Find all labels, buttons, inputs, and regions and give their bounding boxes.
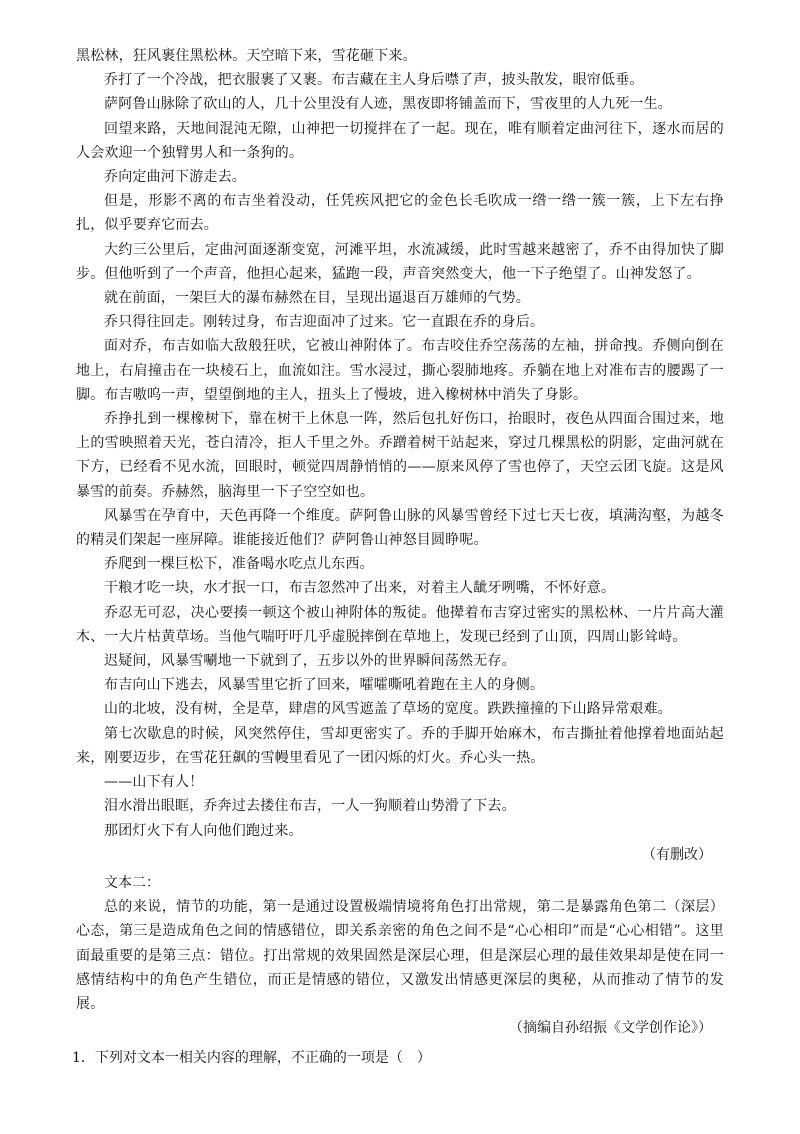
- text1-paragraph: 面对乔，布吉如临大敌般狂吠，它被山神附体了。布吉咬住乔空荡荡的左袖，拼命拽。乔侧向倒在地上，右肩撞击在一块棱石上，血流如注。雪水浸过，撕心裂肺地疼。乔躺在地上对准布吉的腰踢了一脚。布吉嗷呜一声，望望倒地的主人，扭头上了慢坡，进入橡树林中消失了身影。: [76, 338, 724, 403]
- text1-paragraph: 乔只得往回走。刚转过身，布吉迎面冲了过来。它一直跟在乔的身后。: [104, 314, 545, 331]
- text1-paragraph: 就在前面，一架巨大的瀑布赫然在目，呈现出逼退百万雄师的气势。: [104, 290, 530, 307]
- text2-paragraph: 总的来说，情节的功能，第一是通过设置极端情境将角色打出常规，第二是暴露角色第二（深层）心态，第三是造成角色之间的情感错位，即关系亲密的角色之间不是“心心相印”而是“心心相错”。这里面最重要的是第三点：错位。打出常规的效果固然是深层心理，但是深层心理的最佳效果却是使在同一感情结构中的角色产生错位，而正是情感的错位，又激发出情感更深层的奥秘，从而推动了情节的发展。: [76, 899, 724, 1012]
- text1-body: [76, 44, 724, 843]
- text1-paragraph: 迟疑间，风暴雪唰地一下就到了，五步以外的世界瞬间荡然无存。: [104, 653, 516, 670]
- text1-paragraph: 山的北坡，没有树，全是草，肆虐的风雪遮盖了草场的宽度。跌跌撞撞的下山路异常艰难。: [104, 701, 672, 718]
- text1-paragraph: 大约三公里后，定曲河面逐渐变宽，河滩平坦，水流减缓，此时雪越来越密了，乔不由得加快了脚步。但他听到了一个声音，他担心起来，猛跑一段，声音突然变大，他一下子绝望了。山神发怒了。: [76, 241, 724, 282]
- text1-paragraph: 黑松林，狂风裹住黑松林。天空暗下来，雪花砸下来。: [76, 48, 417, 64]
- text2-source-note: （摘编自孙绍振《文学创作论》）: [509, 1020, 712, 1037]
- text1-paragraph: 风暴雪在孕育中，天色再降一个维度。萨阿鲁山脉的风暴雪曾经下过七天七夜，填满沟壑，为越冬的精灵们架起一座屏障。谁能接近他们？萨阿鲁山神怒目圆睁呢。: [76, 507, 724, 549]
- text1-paragraph: 乔挣扎到一棵橡树下，靠在树干上休息一阵，然后包扎好伤口，抬眼时，夜色从四面合围过来，地上的雪映照着天光，苍白清冷，拒人千里之外。乔蹭着树干站起来，穿过几棵黑松的阴影，定曲河就在下方，已经看不见水流，回眼时，顿觉四周静悄悄的——原来风停了雪也停了，天空云团飞旋。这是风暴雪的前奏。乔赫然，脑海里一下子空空如也。: [76, 411, 724, 500]
- text1-paragraph: ——山下有人！: [104, 774, 204, 791]
- text1-source-note: （有删改）: [642, 846, 712, 863]
- text1-paragraph: 回望来路，天地间混沌无隙，山神把一切搅拌在了一起。现在，唯有顺着定曲河往下，逐水而居的人会欢迎一个独臂男人和一条狗的。: [76, 120, 724, 161]
- text1-paragraph: 萨阿鲁山脉除了砍山的人，几十公里没有人迹，黑夜即将铺盖而下，雪夜里的人九死一生。: [104, 96, 672, 113]
- text1-paragraph: 那团灯火下有人向他们跑过来。: [104, 822, 303, 839]
- text1-paragraph: 布吉向山下逃去，风暴雪里它折了回来，嚯嚯嘶吼着跑在主人的身侧。: [104, 677, 545, 694]
- text1-paragraph: 乔爬到一棵巨松下，准备喝水吃点儿东西。: [104, 556, 374, 573]
- text2-label: 文本二：: [104, 874, 160, 891]
- text1-paragraph: 乔忍无可忍，决心要揍一顿这个被山神附体的叛徒。他撵着布吉穿过密实的黑松林、一片片高大灌木、一大片枯黄草场。当他气喘吁吁几乎虚脱摔倒在草地上，发现已经到了山顶，四周山影耸峙。: [76, 604, 724, 645]
- text1-paragraph: 但是，形影不离的布吉坐着没动，任凭疾风把它的金色长毛吹成一绺一绺一簇一簇，上下左右挣扎，似乎要弃它而去。: [76, 193, 724, 234]
- text1-paragraph: 乔打了一个冷战，把衣服裹了又裹。布吉藏在主人身后噤了声，披头散发，眼帘低垂。: [104, 72, 644, 89]
- text1-paragraph: 乔向定曲河下游走去。: [104, 169, 246, 186]
- question-1: 1．下列对文本一相关内容的理解，不正确的一项是（ ）: [72, 1050, 431, 1067]
- text1-paragraph: 干粮才吃一块，水才抿一口，布吉忽然冲了出来，对着主人龇牙咧嘴，不怀好意。: [104, 580, 616, 597]
- text1-paragraph: 第七次歇息的时候，风突然停住，雪却更密实了。乔的手脚开始麻木，布吉撕扯着他撑着地面站起来，刚要迈步，在雪花狂飙的雪幔里看见了一团闪烁的灯火。乔心头一热。: [76, 725, 724, 766]
- text1-paragraph: 泪水滑出眼眶，乔奔过去搂住布吉，一人一狗顺着山势滑了下去。: [104, 798, 516, 815]
